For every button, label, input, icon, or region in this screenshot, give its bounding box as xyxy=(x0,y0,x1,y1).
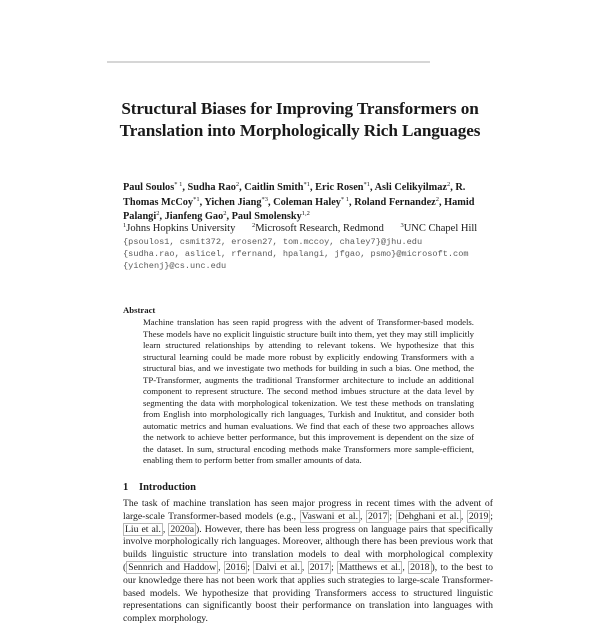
email-list xyxy=(123,236,503,272)
affiliation: $^2$Microsoft Research, Redmond xyxy=(251,222,384,234)
top-rule xyxy=(107,61,430,63)
section-number: 1 xyxy=(123,482,129,493)
email-line: {yichenj}@cs.unc.edu xyxy=(123,261,227,271)
citation-link[interactable]: Matthews et al. xyxy=(339,561,401,573)
author: Jianfeng Gao$^2$ xyxy=(164,210,227,222)
intro-text: ; xyxy=(247,561,254,573)
citation-year-link[interactable]: 2017 xyxy=(368,510,388,522)
author: Yichen Jiang$^{*3}$ xyxy=(204,195,268,208)
intro-text: ), to the best to our knowledge there has not been work that applies such strategies to large-scale Transformer-based models. We hypothesize that providing Transformers access to structured linguistic representations can significantly boost their performance on translation into languages with complex morphology. xyxy=(123,561,494,625)
citation-year-link[interactable]: 2020a xyxy=(170,523,195,535)
paper-title xyxy=(100,98,500,142)
author: Asli Celikyilmaz$^2$ xyxy=(374,181,451,193)
section-title: Introduction xyxy=(139,482,196,493)
email-line: {psoulos1, csmit372, erosen27, tom.mccoy, chaley7}@jhu.edu xyxy=(123,237,423,247)
author: Paul Soulos$^{* 1}$ xyxy=(123,181,183,193)
citation-link[interactable]: Dalvi et al. xyxy=(255,561,300,573)
citation-year-link[interactable]: 2019 xyxy=(468,510,489,522)
citation-year-link[interactable]: 2018 xyxy=(410,561,430,573)
citation-link[interactable]: Sennrich and Haddow xyxy=(128,561,217,573)
author: Eric Rosen$^{*1}$ xyxy=(315,181,370,193)
author-list: Paul Soulos$^{* 1}$, Sudha Rao$^2$, Caitlin Smith$^{*1}$, Eric Rosen$^{*1}$, Asli Celikyilmaz$^2$, R. Thomas McCoy$^{*1}$, Yichen Jiang$^{*3}$, Coleman Haley$^{* 1}$, Roland Fernandez$^2$, Hamid Palangi$^2$, Jianfeng Gao$^2$, Paul Smolensky$^{1,2}$ xyxy=(123,181,475,222)
author: Sudha Rao$^2$ xyxy=(187,181,240,193)
citation-year-link[interactable]: 2016 xyxy=(225,561,246,573)
title-line-2: Translation into Morphologically Rich Languages xyxy=(119,121,481,140)
citation-link[interactable]: Vaswani et al. xyxy=(301,510,359,522)
introduction-paragraph: The task of machine translation has seen major progress in recent times with the advent of large-scale Transformer-based models (e.g., Vaswani et al. , 2017 ; Dehghani et al. , 2019 ; Liu et al. , 2020a ). However, there has been less progress on language pairs that specifically involve morphologically rich languages. Moreover, although there has been previous work that builds linguistic structure into translation models to deal with morphological complexity ( Sennrich and Haddow , 2016 ; Dalvi et al. , 2017 ; Matthews et al. , 2018 ), to the best to our knowledge there has not been work that applies such strategies to large-scale Transformer-based models. We hypothesize that providing Transformers access to structured linguistic representations can significantly boost their performance on translation into languages with complex morphology. xyxy=(123,498,494,625)
intro-text: ). However, there has been less progress on language pairs that specifically involve morphologically rich languages. Moreover, although there has been previous work that builds linguistic structure into translation models to deal with morphological complexity ( xyxy=(123,523,494,573)
affiliation: $^3$UNC Chapel Hill xyxy=(400,222,478,234)
author: Hamid Palangi$^2$ xyxy=(123,196,475,222)
abstract-heading: Abstract xyxy=(123,305,156,315)
email-line: {sudha.rao, aslicel, rfernand, hpalangi, jfgao, psmo}@microsoft.com xyxy=(123,249,469,259)
citation-link[interactable]: Liu et al. xyxy=(125,523,161,535)
affiliation: $^1$Johns Hopkins University xyxy=(123,222,236,234)
title-line-1: Structural Biases for Improving Transformers on xyxy=(121,99,479,118)
intro-text: ; xyxy=(389,510,396,522)
author: Roland Fernandez$^2$ xyxy=(354,195,439,208)
author: Coleman Haley$^{* 1}$ xyxy=(273,195,350,208)
intro-text: ; xyxy=(331,561,338,573)
author: R. Thomas McCoy$^{*1}$ xyxy=(123,182,466,208)
citation-year-link[interactable]: 2017 xyxy=(309,561,330,573)
citation-link[interactable]: Dehghani et al. xyxy=(397,510,459,522)
author: Caitlin Smith$^{*1}$ xyxy=(244,181,310,193)
intro-text: ; xyxy=(490,510,493,522)
author: Paul Smolensky$^{1,2}$ xyxy=(231,210,310,222)
section-heading-introduction xyxy=(123,482,196,493)
abstract-body: Machine translation has seen rapid progress with the advent of Transformer-based models. These models have no explicit linguistic structure built into them, yet they may still implicitly learn structured relationships by attending to relevant tokens. We hypothesize that this structural learning could be made more robust by explicitly endowing Transformers with a structural bias, and we investigate two methods for building in such a bias. One method, the TP-Transformer, augments the traditional Transformer architecture to include an additional component to represent structure. The second method imbues structure at the data level by segmenting the data with morphological tokenization. We test these methods on translating from English into morphologically rich languages, Turkish and Inuktitut, and consider both automatic metrics and human evaluations. We find that each of these two approaches allows the network to achieve better performance, but this improvement is dependent on the size of the dataset. In sum, structural encoding methods make Transformers more sample-efficient, enabling them to perform better from smaller amounts of data. xyxy=(143,317,474,465)
affiliations xyxy=(123,222,503,235)
intro-text: The task of machine translation has seen major progress in recent times with the advent of large-scale Transformer-based models (e.g., xyxy=(123,498,493,522)
